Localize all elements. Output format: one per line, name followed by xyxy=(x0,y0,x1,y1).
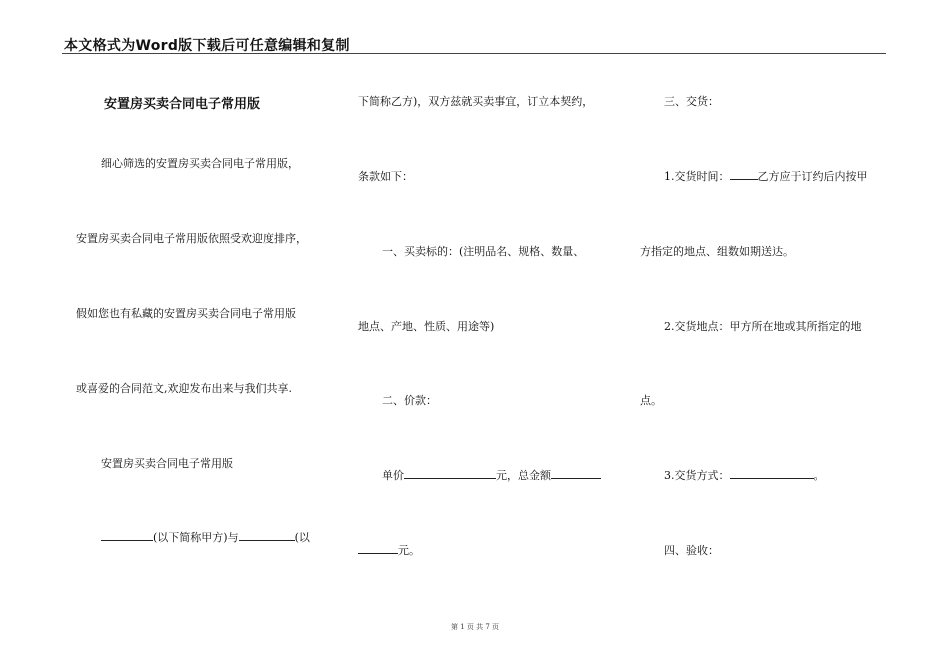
col2-section-1-heading: 一、买卖标的：(注明品名、规格、数量、 xyxy=(382,245,585,258)
delivery-method-label: 3.交货方式： xyxy=(664,469,730,482)
col1-party-line xyxy=(101,529,310,545)
page-number-footer: 第 1 页 共 7 页 xyxy=(450,623,500,631)
col1-paragraph-1: 细心筛选的安置房买卖合同电子常用版， xyxy=(101,157,299,170)
col2-section-2-heading: 二、价款： xyxy=(382,394,437,407)
total-amount-blank xyxy=(551,467,601,479)
col3-section-4-heading: 四、验收： xyxy=(664,544,719,557)
document-header-title: 本文格式为Word版下载后可任意编辑和复制 xyxy=(64,38,350,54)
col2-amount-line xyxy=(358,542,420,558)
col3-paragraph-3: 方指定的地点、组数如期送达。 xyxy=(640,245,794,258)
col3-delivery-time-line xyxy=(664,168,868,184)
amount-blank xyxy=(358,542,398,554)
delivery-time-label: 1.交货时间： xyxy=(664,170,730,183)
party-b-text: (以 xyxy=(294,531,310,544)
col3-section-3-heading: 三、交货： xyxy=(664,95,719,108)
col2-paragraph-4: 地点、产地、性质、用途等) xyxy=(358,320,495,333)
col1-paragraph-5: 安置房买卖合同电子常用版 xyxy=(101,457,233,470)
delivery-method-end: 。 xyxy=(813,469,825,482)
unit-price-blank xyxy=(404,467,496,479)
delivery-method-blank xyxy=(730,467,814,479)
document-title: 安置房买卖合同电子常用版 xyxy=(104,97,261,112)
unit-price-label: 单价 xyxy=(382,469,404,482)
total-amount-label: 元，总金额 xyxy=(496,469,551,482)
col3-paragraph-5: 点。 xyxy=(640,394,662,407)
col2-price-line xyxy=(382,467,601,483)
col1-paragraph-2: 安置房买卖合同电子常用版依照受欢迎度排序， xyxy=(76,232,307,245)
col1-paragraph-4: 或喜爱的合同范文,欢迎发布出来与我们共享. xyxy=(76,382,292,395)
header-divider xyxy=(62,53,886,54)
delivery-time-text: 乙方应于订约后内按甲 xyxy=(757,170,868,183)
amount-unit: 元。 xyxy=(398,544,420,557)
party-a-blank xyxy=(101,529,153,541)
party-b-blank xyxy=(239,529,295,541)
col3-delivery-method-line xyxy=(664,467,825,483)
col2-paragraph-1: 下简称乙方)，双方兹就买卖事宜，订立本契约， xyxy=(358,95,594,108)
col1-paragraph-3: 假如您也有私藏的安置房买卖合同电子常用版 xyxy=(76,307,296,320)
col2-paragraph-2: 条款如下： xyxy=(358,170,413,183)
party-a-text: (以下简称甲方)与 xyxy=(153,531,239,544)
delivery-time-blank xyxy=(730,168,758,180)
col3-delivery-place-line: 2.交货地点：甲方所在地或其所指定的地 xyxy=(664,320,862,333)
